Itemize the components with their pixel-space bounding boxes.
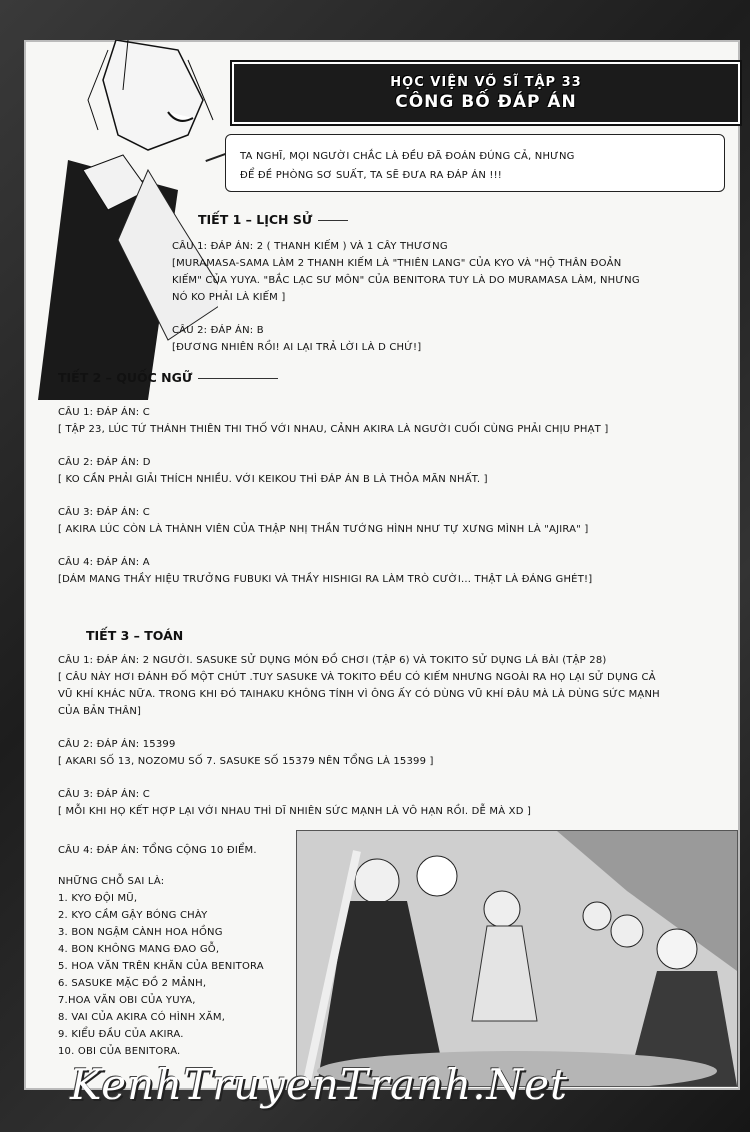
mistake-item: 9. KIỂU ĐẦU CỦA AKIRA. xyxy=(58,1029,184,1040)
mistake-item: 2. KYO CẦM GẬY BÓNG CHÀY xyxy=(58,910,208,921)
s1-q2-answer: CÂU 2: ĐÁP ÁN: B xyxy=(172,325,264,336)
mistake-item: 6. SASUKE MẶC ĐỒ 2 MẢNH, xyxy=(58,978,207,989)
title-banner xyxy=(232,62,740,124)
bubble-line-2: ĐỂ ĐỀ PHÒNG SƠ SUẤT, TA SẼ ĐƯA RA ĐÁP ÁN !!! xyxy=(240,170,503,181)
mistake-item: 7.HOA VĂN OBI CỦA YUYA, xyxy=(58,995,196,1006)
mistake-item: 5. HOA VĂN TRÊN KHĂN CỦA BENITORA xyxy=(58,961,264,972)
s1-q1-answer: CÂU 1: ĐÁP ÁN: 2 ( THANH KIẾM ) VÀ 1 CÂY THƯƠNG xyxy=(172,241,448,252)
s2-q2-note: [ KO CẦN PHẢI GIẢI THÍCH NHIỀU. VỚI KEIKOU THÌ ĐÁP ÁN B LÀ THỎA MÃN NHẤT. ] xyxy=(58,474,488,485)
s2-q3-note: [ AKIRA LÚC CÒN LÀ THÀNH VIÊN CỦA THẬP NHỊ THẦN TƯỚNG HÌNH NHƯ TỰ XƯNG MÌNH LÀ "AJIRA" ] xyxy=(58,524,589,535)
section-1-heading-text: TIẾT 1 – LỊCH SỬ xyxy=(198,212,313,227)
illustration-panel xyxy=(296,830,738,1087)
section-2-heading xyxy=(58,370,278,385)
mistake-item: 3. BON NGẬM CÀNH HOA HỒNG xyxy=(58,927,223,938)
mistake-item: 8. VAI CỦA AKIRA CÓ HÌNH XĂM, xyxy=(58,1012,226,1023)
mistake-item: 10. OBI CỦA BENITORA. xyxy=(58,1046,181,1057)
section-2-body xyxy=(58,404,728,588)
title-line-2: CÔNG BỐ ĐÁP ÁN xyxy=(395,91,577,112)
s3-q1-answer: CÂU 1: ĐÁP ÁN: 2 NGƯỜI. SASUKE SỬ DỤNG MÓN ĐỒ CHƠI (TẬP 6) VÀ TOKITO SỬ DỤNG LÁ BÀI (TẬP 28) xyxy=(58,655,607,666)
s3-q1-note: [ CÂU NÀY HƠI ĐÁNH ĐỐ MỘT CHÚT .TUY SASUKE VÀ TOKITO ĐỀU CÓ KIẾM NHƯNG NGOÀI RA HỌ LẠI SỬ DỤNG CẢ xyxy=(58,672,656,683)
s2-q3-answer: CÂU 3: ĐÁP ÁN: C xyxy=(58,507,150,518)
section-1-heading xyxy=(198,212,348,227)
section-1-body xyxy=(172,238,727,356)
group-scene-illustration xyxy=(297,831,737,1086)
s3-q3-note: [ MỖI KHI HỌ KẾT HỢP LẠI VỚI NHAU THÌ DĨ NHIÊN SỨC MẠNH LÀ VÔ HẠN RỒI. DỄ MÀ XD ] xyxy=(58,806,532,817)
bubble-line-1: TA NGHĨ, MỌI NGƯỜI CHẮC LÀ ĐỀU ĐÃ ĐOÁN ĐÚNG CẢ, NHƯNG xyxy=(240,151,575,162)
section-3-heading xyxy=(86,628,183,643)
title-line-1: HỌC VIỆN VÕ SĨ TẬP 33 xyxy=(390,74,582,90)
s2-q4-note: [DÁM MANG THẦY HIỆU TRƯỞNG FUBUKI VÀ THẦY HISHIGI RA LÀM TRÒ CƯỜI... THẬT LÀ ĐÁNG GHÉT!] xyxy=(58,574,593,585)
s2-q4-answer: CÂU 4: ĐÁP ÁN: A xyxy=(58,557,150,568)
s3-q1-note: CỦA BẢN THÂN] xyxy=(58,706,142,717)
s1-q1-note: [MURAMASA-SAMA LÀM 2 THANH KIẾM LÀ "THIÊN LANG" CỦA KYO VÀ "HỘ THÂN ĐOẢN xyxy=(172,258,622,269)
s3-q1-note: VŨ KHÍ KHÁC NỮA. TRONG KHI ĐÓ TAIHAKU KHÔNG TÍNH VÌ ÔNG ẤY CÓ DÙNG VŨ KHÍ ĐÂU MÀ LÀ DÙNG SỨC MẠNH xyxy=(58,689,660,700)
s3-q4-answer: CÂU 4: ĐÁP ÁN: TỔNG CỘNG 10 ĐIỂM. xyxy=(58,845,257,856)
speech-bubble xyxy=(225,134,725,192)
s2-q2-answer: CÂU 2: ĐÁP ÁN: D xyxy=(58,457,151,468)
section-3-body xyxy=(58,652,728,820)
mistakes-heading: NHỮNG CHỖ SAI LÀ: xyxy=(58,876,165,887)
section-3-heading-text: TIẾT 3 – TOÁN xyxy=(86,628,184,643)
s3-q3-answer: CÂU 3: ĐÁP ÁN: C xyxy=(58,789,150,800)
s1-q2-note: [ĐƯƠNG NHIÊN RỒI! AI LẠI TRẢ LỜI LÀ D CHỨ!] xyxy=(172,342,422,353)
s2-q1-note: [ TẬP 23, LÚC TỨ THÁNH THIÊN THI THỐ VỚI NHAU, CẢNH AKIRA LÀ NGƯỜI CUỐI CÙNG PHẢI CHỊU PHẠT ] xyxy=(58,424,609,435)
mistake-item: 1. KYO ĐỘI MŨ, xyxy=(58,893,138,904)
s1-q1-note: NÓ KO PHẢI LÀ KIẾM ] xyxy=(172,292,286,303)
section-3-q4 xyxy=(58,842,293,1060)
s3-q2-note: [ AKARI SỐ 13, NOZOMU SỐ 7. SASUKE SỐ 15379 NÊN TỔNG LÀ 15399 ] xyxy=(58,756,434,767)
s1-q1-note: KIẾM" CỦA YUYA. "BẮC LẠC SƯ MÔN" CỦA BENITORA TUY LÀ DO MURAMASA LÀM, NHƯNG xyxy=(172,275,640,286)
mistake-item: 4. BON KHÔNG MANG ĐAO GỖ, xyxy=(58,944,220,955)
s2-q1-answer: CÂU 1: ĐÁP ÁN: C xyxy=(58,407,150,418)
section-2-heading-text: TIẾT 2 – QUỐC NGỮ xyxy=(58,370,193,385)
watermark: KenhTruyenTranh.Net xyxy=(70,1060,569,1109)
s3-q2-answer: CÂU 2: ĐÁP ÁN: 15399 xyxy=(58,739,176,750)
